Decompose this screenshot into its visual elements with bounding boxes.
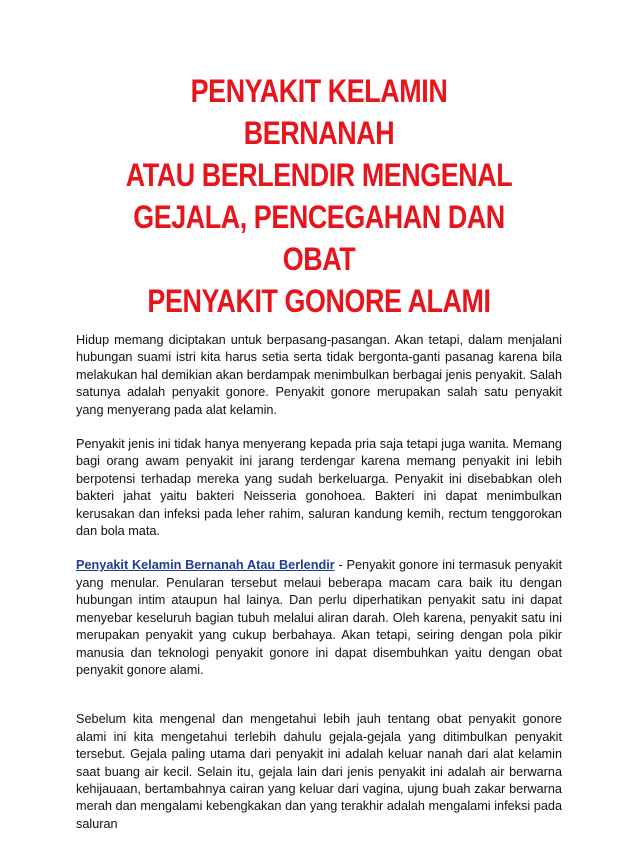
document-page (76, 70, 562, 850)
paragraph-cause: Penyakit jenis ini tidak hanya menyerang kepada pria saja tetapi juga wanita. Memang bagi orang awam penyakit ini jarang terdengar karena memang penyakit ini lebih berpotensi terhadap mereka yang sudah berkeluarga. Penyakit ini disebabkan oleh bakteri jahat yaitu bakteri Neisseria gonohoea. Bakteri ini dapat menimbulkan kerusakan dan infeksi pada leher rahim, saluran kandung kemih, rectum tenggorokan dan bola mata. (76, 437, 562, 539)
title-line-2: ATAU BERLENDIR MENGENAL (125, 157, 513, 193)
title-line-3: GEJALA, PENCEGAHAN DAN OBAT (133, 199, 505, 277)
paragraph-intro: Hidup memang diciptakan untuk berpasang-pasangan. Akan tetapi, dalam menjalani hubungan suami istri kita harus setia serta tidak bergonta-ganti pasanag karena bila melakukan hal demikian akan berdampak menimbulkan berbagai jenis penyakit. Salah satunya adalah penyakit gonore. Penyakit gonore merupakan salah satu penyakit yang menyerang pada alat kelamin. (76, 333, 562, 417)
paragraph-transmission (76, 557, 562, 679)
title-line-1: PENYAKIT KELAMIN BERNANAH (190, 73, 448, 151)
title-line-4: PENYAKIT GONORE ALAMI (147, 283, 491, 319)
paragraph-transmission-text: - Penyakit gonore ini termasuk penyakit yang menular. Penularan tersebut melaui beberapa macam cara baik itu dengan hubungan intim ataupun hal lainya. Dan perlu diperhatikan penyakit satu ini dapat menyebar keseluruh bagian tubuh melalui aliran darah. Oleh karena, penyakit satu ini merupakan penyakit yang cukup berbahaya. Akan tetapi, seiring dengan pola pikir manusia dan teknologi penyakit gonore ini dapat disembuhkan yaitu dengan obat penyakit gonore alami. (76, 558, 562, 677)
article-link[interactable]: Penyakit Kelamin Bernanah Atau Berlendir (76, 558, 335, 573)
document-title (117, 70, 520, 322)
paragraph-symptoms: Sebelum kita mengenal dan mengetahui lebih jauh tentang obat penyakit gonore alami ini kita mengetahui terlebih dahulu gejala-gejala yang ditimbulkan penyakit tersebut. Gejala paling utama dari penyakit ini adalah keluar nanah dari alat kelamin saat buang air kecil. Selain itu, gejala lain dari jenis penyakit ini adalah air berwarna kehijauaan, bertambahnya cairan yang keluar dari vagina, ujung buah zakar berwarna merah dan mengalami kebengkakan dan yang terakhir adalah mengalami infeksi pada saluran (76, 712, 562, 831)
